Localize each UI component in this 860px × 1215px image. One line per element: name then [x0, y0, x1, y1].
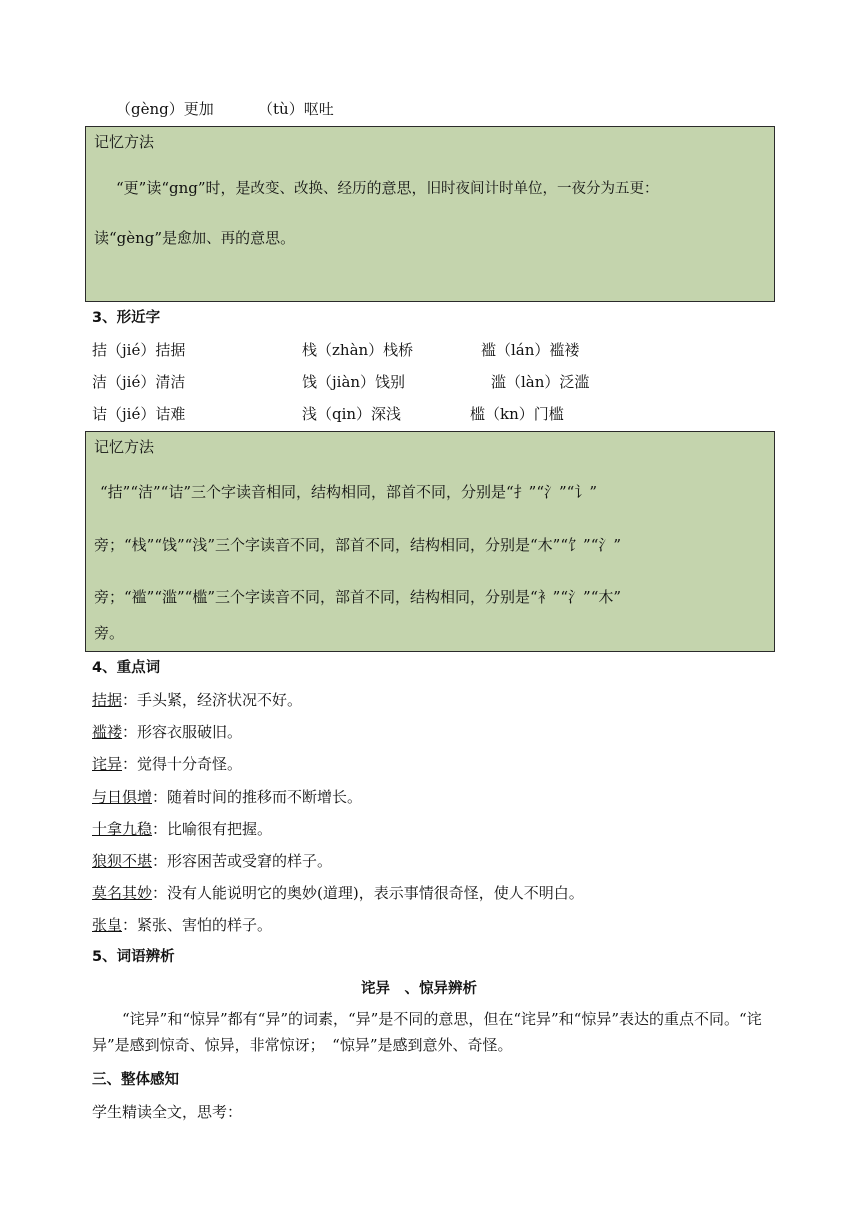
vocab-item: 狼狈不堪：形容困苦或受窘的样子。: [92, 852, 333, 870]
overall-text: 学生精读全文，思考：: [92, 1103, 243, 1121]
analysis-subtitle: 诧异 、惊异辨析: [361, 981, 477, 997]
vocab-item: 莫名其妙：没有人能说明它的奥妙(道理)，表示事情很奇怪，使人不明白。: [92, 884, 584, 902]
char-item: 洁（jié）清洁: [92, 373, 186, 391]
pinyin-geng: （gèng）更加: [116, 100, 214, 118]
memo-line-2: 旁；“栈”“饯”“浅”三个字读音不同，部首不同，结构相同，分别是“木”“饣”“氵”: [94, 536, 622, 554]
memo-line-3: 旁；“褴”“滥”“槛”三个字读音不同，部首不同，结构相同，分别是“衤”“氵”“木”: [94, 588, 622, 606]
char-item: 诘（jié）诘难: [92, 405, 186, 423]
memory-method-box-2: [85, 431, 775, 652]
memo-title: 记忆方法: [94, 438, 155, 456]
memo-line-1: “更”读“gng”时，是改变、改换、经历的意思，旧时夜间计时单位，一夜分为五更：: [116, 179, 659, 197]
char-item: 饯（jiàn）饯别: [302, 373, 406, 391]
section-heading-key-words: 4、重点词: [92, 660, 161, 676]
vocab-item: 与日俱增：随着时间的推移而不断增长。: [92, 788, 363, 806]
section-heading-word-analysis: 5、词语辨析: [92, 949, 175, 965]
char-item: 滥（làn）泛滥: [491, 373, 590, 391]
char-item: 槛（kn）门槛: [470, 405, 564, 423]
char-item: 褴（lán）褴褛: [481, 341, 580, 359]
vocab-item: 十拿九稳：比喻很有把握。: [92, 820, 273, 838]
vocab-item: 拮据：手头紧，经济状况不好。: [92, 691, 303, 709]
memo-title: 记忆方法: [94, 133, 155, 151]
vocab-item: 张皇：紧张、害怕的样子。: [92, 916, 273, 934]
char-item: 拮（jié）拮据: [92, 341, 186, 359]
analysis-paragraph: “诧异”和“惊异”都有“异”的词素，“异”是不同的意思，但在“诧异”和“惊异”表达的重点不同。“诧异”是感到惊奇、惊异，非常惊讶； “惊异”是感到意外、奇怪。: [92, 1010, 762, 1054]
memory-method-box-1: [85, 126, 775, 302]
section-heading-overall: 三、整体感知: [92, 1072, 179, 1088]
vocab-item: 褴褛：形容衣服破旧。: [92, 723, 243, 741]
section-heading-similar-chars: 3、形近字: [92, 310, 161, 326]
vocab-item: 诧异：觉得十分奇怪。: [92, 755, 243, 773]
memo-line-1: “拮”“洁”“诘”三个字读音相同，结构相同，部首不同，分别是“扌”“氵”“讠”: [100, 483, 598, 501]
char-item: 浅（qin）深浅: [302, 405, 402, 423]
memo-line-4: 旁。: [94, 624, 125, 642]
memo-line-2: 读“gèng”是愈加、再的意思。: [94, 229, 296, 247]
pinyin-tu: （tù）呕吐: [258, 100, 334, 118]
char-item: 栈（zhàn）栈桥: [302, 341, 414, 359]
